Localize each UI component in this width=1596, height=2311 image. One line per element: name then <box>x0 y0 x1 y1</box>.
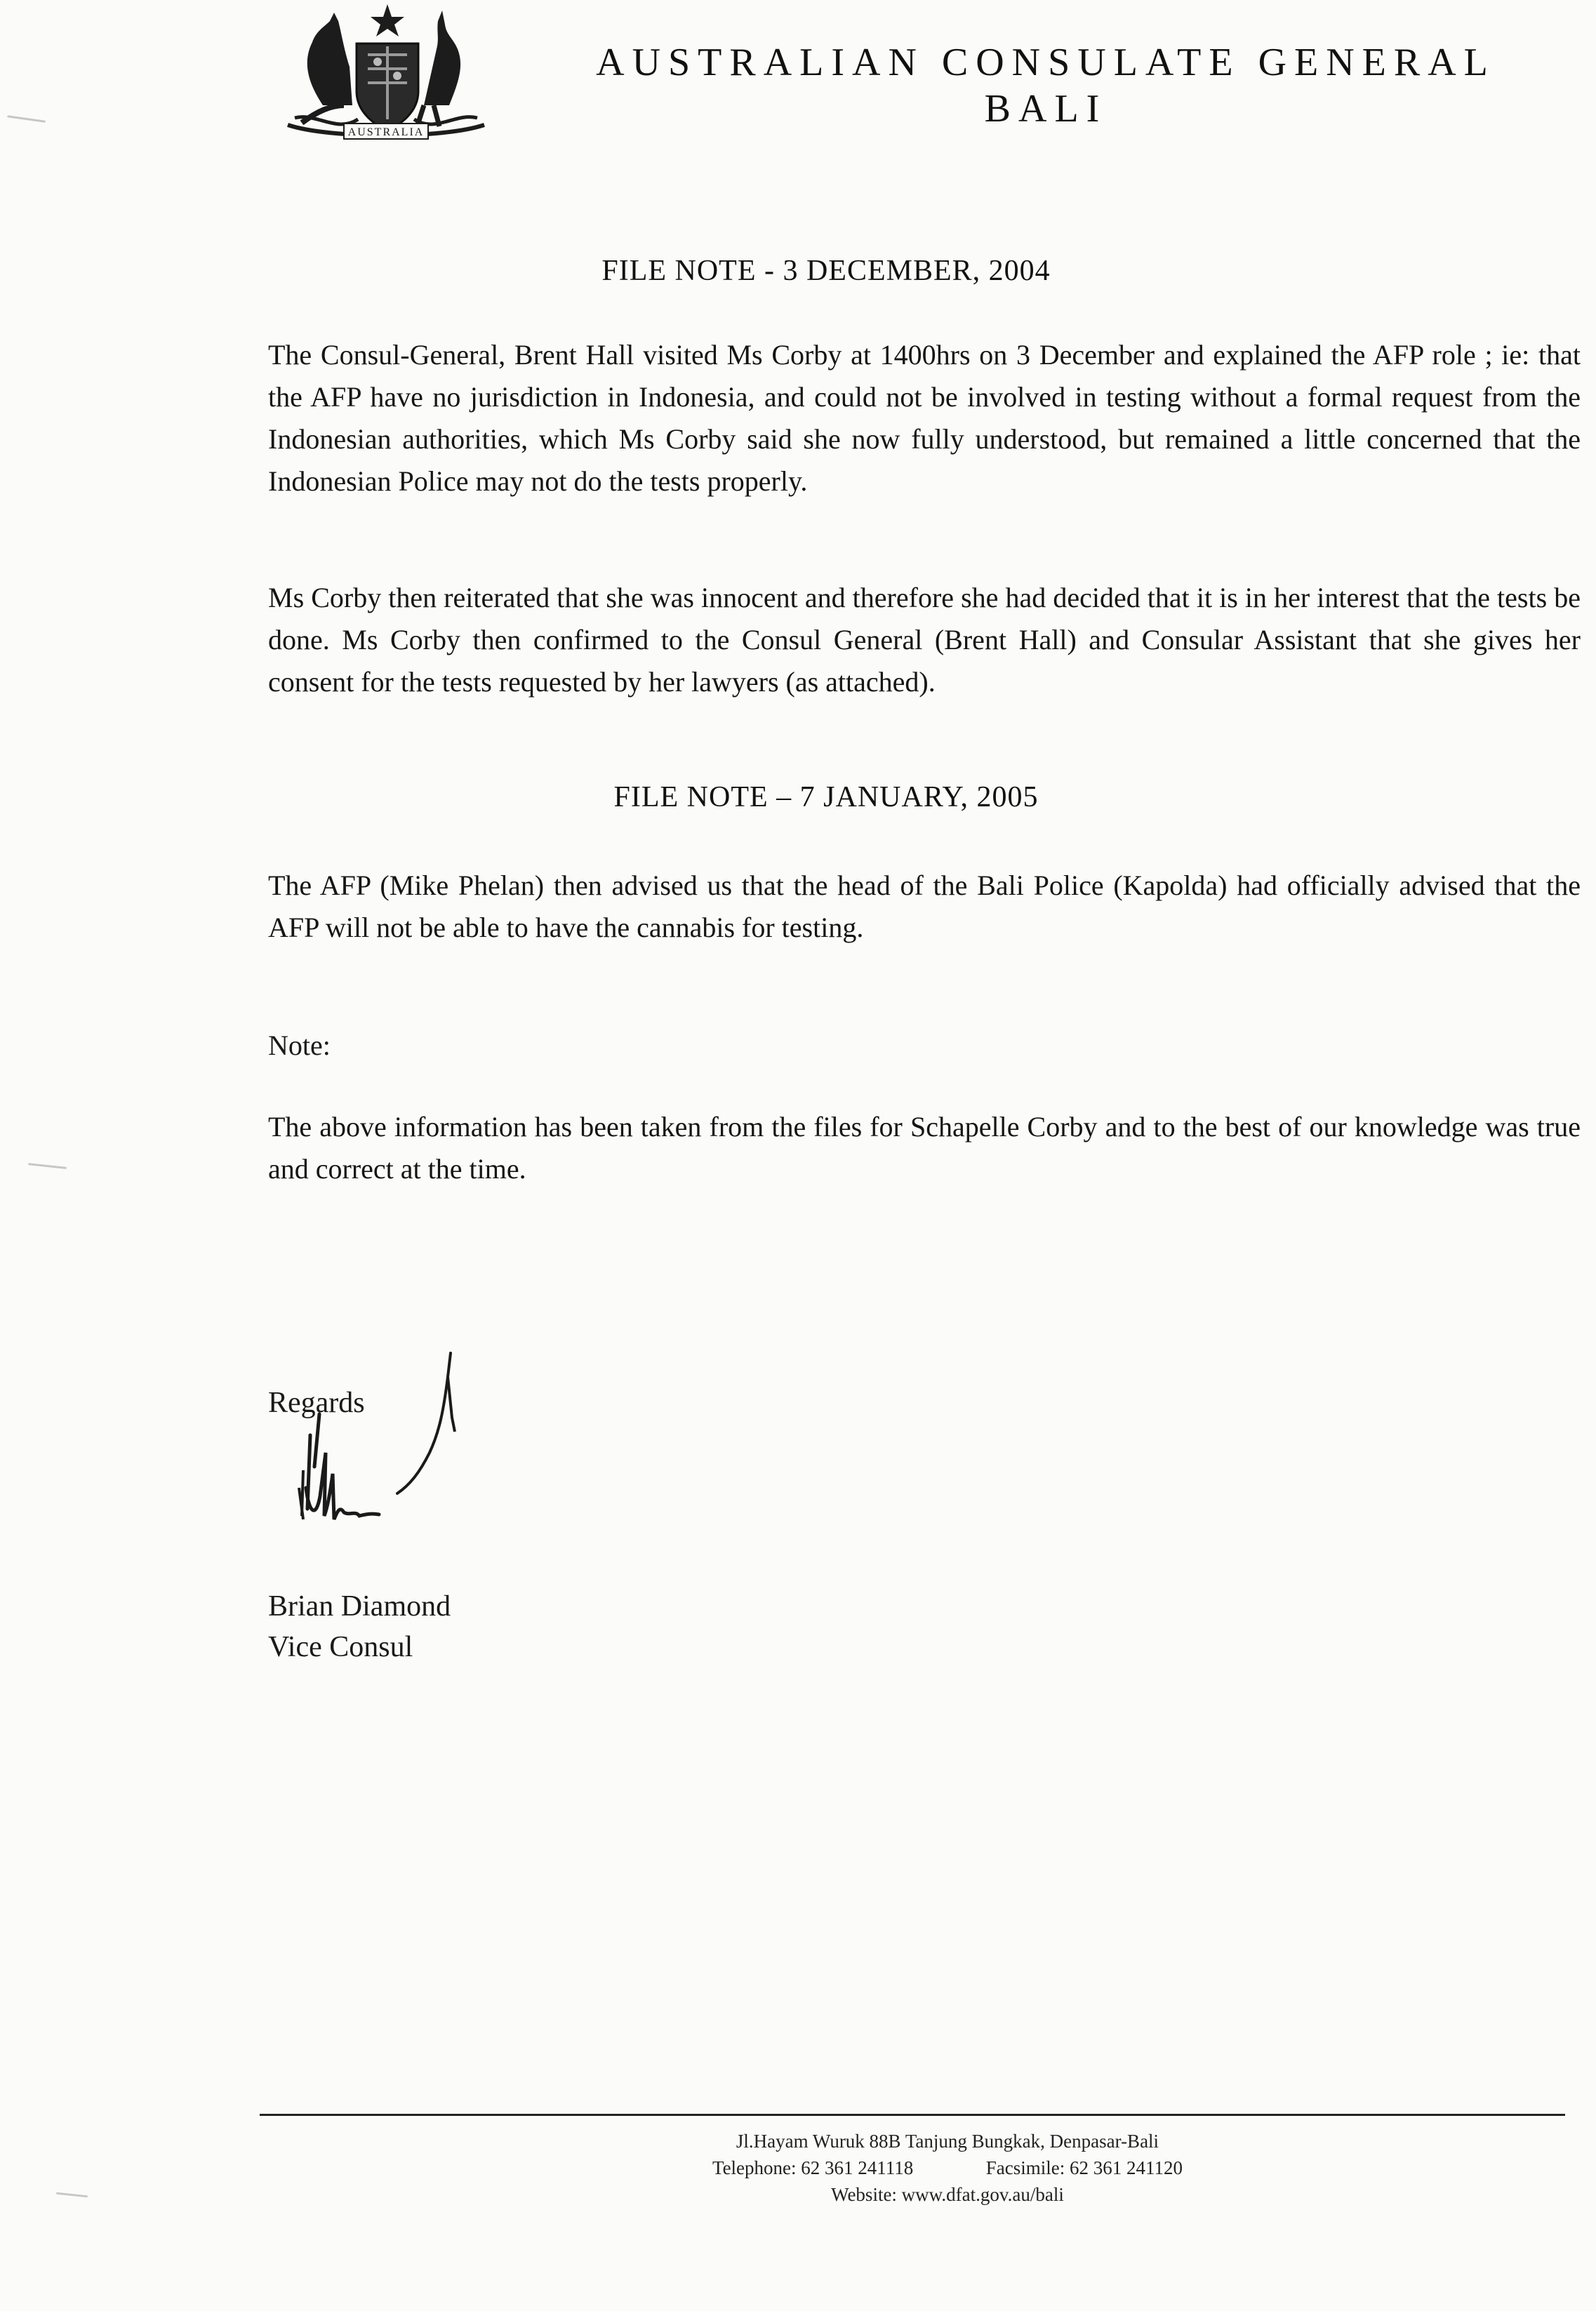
footer-telephone: Telephone: 62 361 241118 <box>712 2157 914 2178</box>
closing-regards: Regards <box>268 1387 365 1419</box>
signer-title: Vice Consul <box>268 1631 413 1663</box>
file-note-heading-1: FILE NOTE - 3 DECEMBER, 2004 <box>601 255 1051 287</box>
coat-of-arms-icon <box>274 0 498 147</box>
note-label: Note: <box>268 1030 331 1061</box>
file-note-heading-2: FILE NOTE – 7 JANUARY, 2005 <box>613 781 1039 813</box>
letterhead <box>547 39 1544 132</box>
scan-artifact <box>28 1163 67 1169</box>
file-note-2-paragraph-1: The AFP (Mike Phelan) then advised us that the head of the Bali Police (Kapolda) had officially advised that the AFP will not be able to have the cannabis for testing. <box>268 870 1581 943</box>
organization-location: BALI <box>984 87 1108 131</box>
file-note-1-paragraph-2: Ms Corby then reiterated that she was innocent and therefore she had decided that it is in her interest that the tests be done. Ms Corby then confirmed to the Consul General (Brent Hall) and Consular Assistant that she gives her consent for the tests requested by her lawyers (as attached). <box>268 582 1581 698</box>
file-note-1-paragraph-1: The Consul-General, Brent Hall visited Ms Corby at 1400hrs on 3 December and explained the AFP role ; ie: that the AFP have no jurisdiction in Indonesia, and could not be involved in testing without a formal request from the Indonesian authorities, which Ms Corby said she now fully understood, but remained a little concerned that the Indonesian Police may not do the tests properly. <box>268 339 1581 497</box>
footer-website: Website: www.dfat.gov.au/bali <box>831 2184 1064 2205</box>
svg-text:AUSTRALIA: AUSTRALIA <box>347 126 425 138</box>
signer-name: Brian Diamond <box>268 1590 451 1623</box>
handwritten-signature-icon <box>267 1347 632 1579</box>
note-text: The above information has been taken from the files for Schapelle Corby and to the best of our knowledge was true and correct at the time. <box>268 1111 1581 1185</box>
scan-artifact <box>56 2192 88 2198</box>
footer-address: Jl.Hayam Wuruk 88B Tanjung Bungkak, Denpasar-Bali <box>736 2131 1159 2152</box>
organization-name: AUSTRALIAN CONSULATE GENERAL <box>596 41 1496 84</box>
footer-facsimile: Facsimile: 62 361 241120 <box>985 2157 1183 2178</box>
footer-contact-block <box>491 2128 1404 2208</box>
scan-artifact <box>7 115 46 123</box>
footer-divider <box>260 2114 1565 2116</box>
